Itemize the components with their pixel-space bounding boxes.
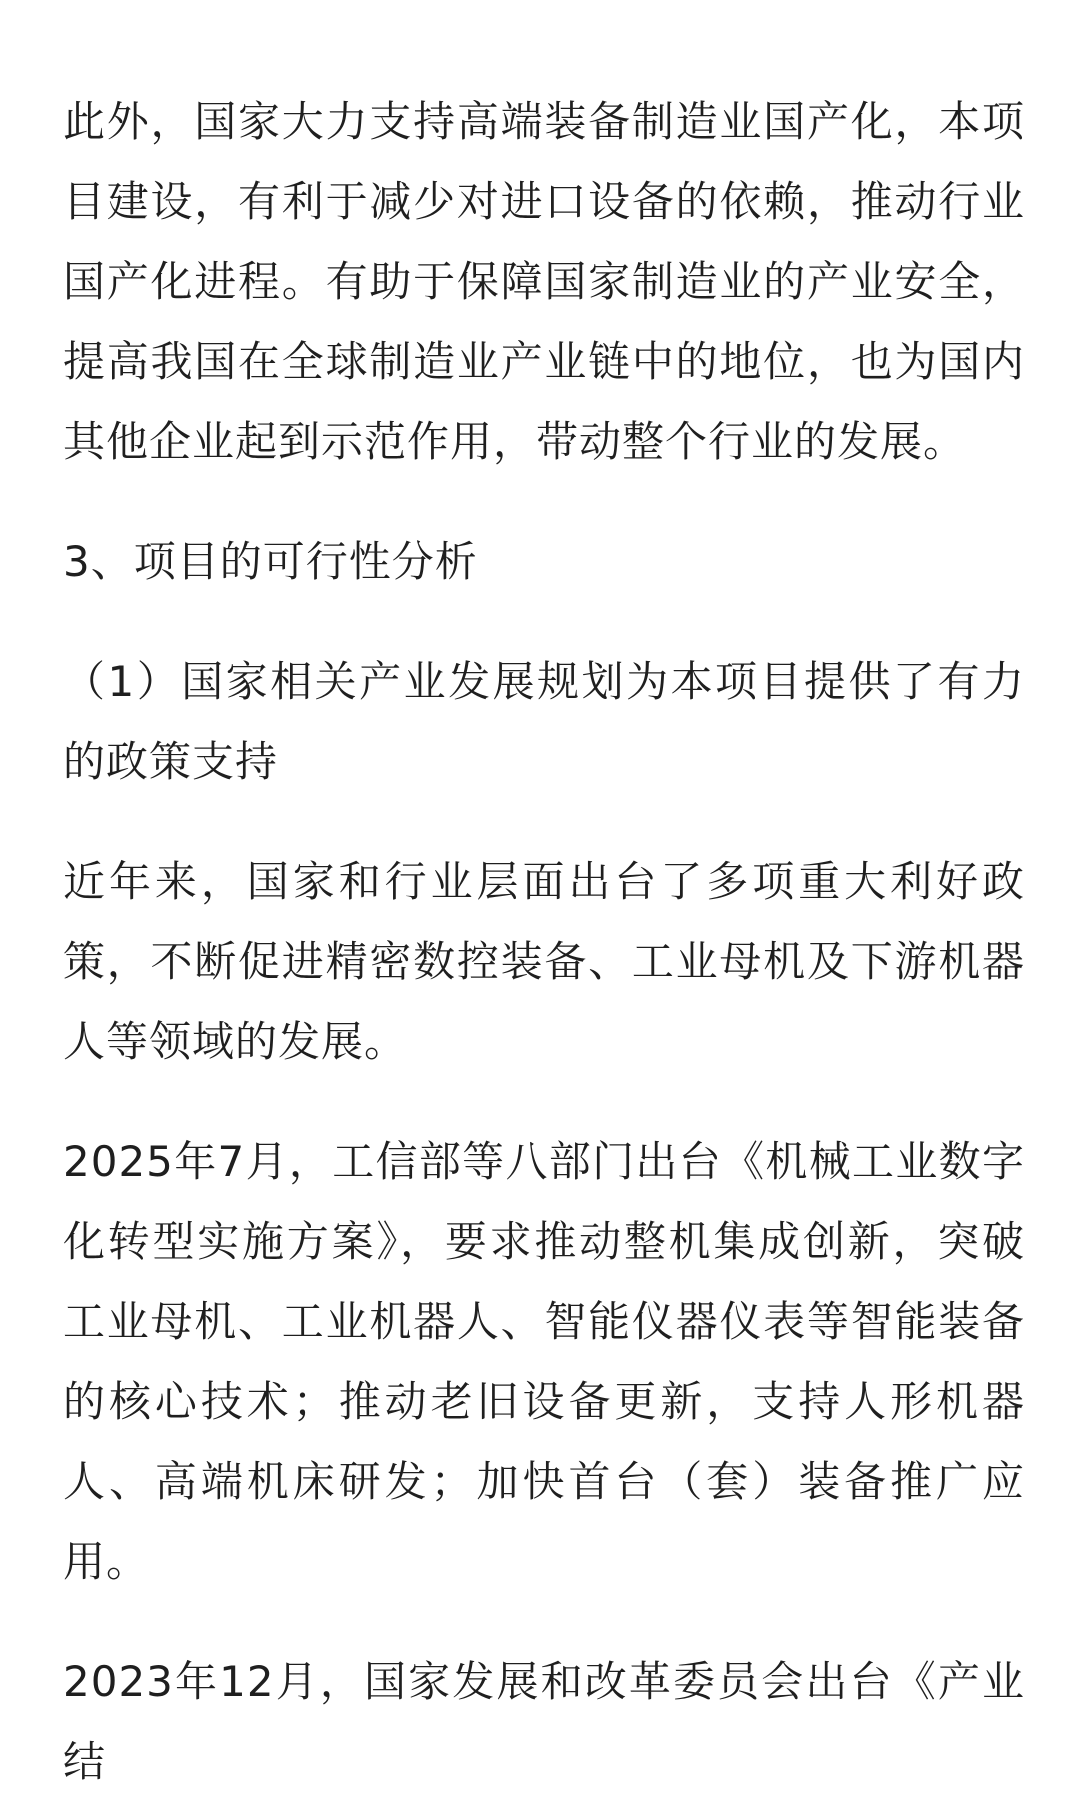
paragraph-2025-plan: 2025年7月，工信部等八部门出台《机械工业数字化转型实施方案》，要求推动整机集成创新，突破工业母机、工业机器人、智能仪器仪表等智能装备的核心技术；推动老旧设备更新，支持人形机器人、高端机床研发；加快首台（套）装备推广应用。 (63, 1137, 1025, 1586)
section-heading-feasibility: 3、项目的可行性分析 (63, 537, 478, 586)
subheading-policy-support: （1）国家相关产业发展规划为本项目提供了有力的政策支持 (63, 657, 1025, 786)
article-body (63, 82, 1025, 1802)
paragraph-2023-plan: 2023年12月，国家发展和改革委员会出台《产业结 (63, 1657, 1025, 1786)
paragraph-recent-policies: 近年来，国家和行业层面出台了多项重大利好政策，不断促进精密数控装备、工业母机及下游机器人等领域的发展。 (63, 857, 1025, 1066)
paragraph-localization: 此外，国家大力支持高端装备制造业国产化，本项目建设，有利于减少对进口设备的依赖，推动行业国产化进程。有助于保障国家制造业的产业安全，提高我国在全球制造业产业链中的地位，也为国内其他企业起到示范作用，带动整个行业的发展。 (63, 97, 1025, 466)
